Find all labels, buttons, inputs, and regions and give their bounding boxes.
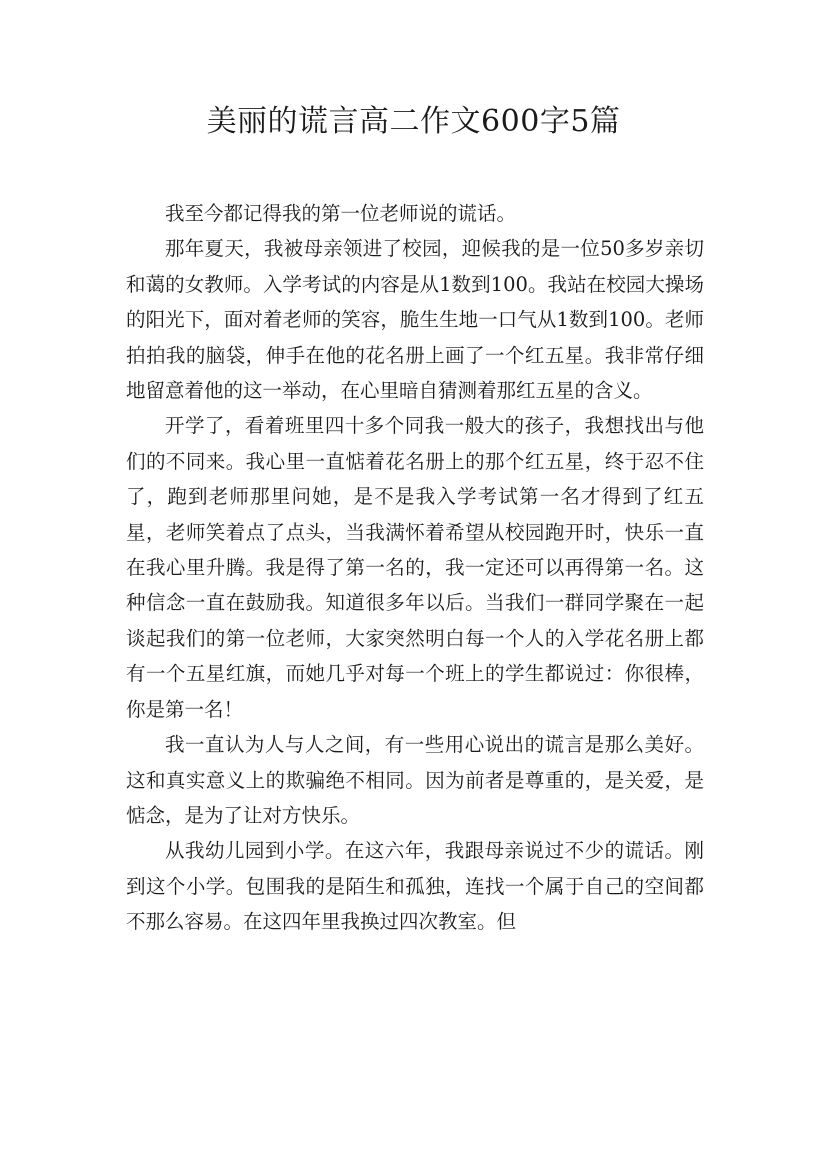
document-title: 美丽的谎言高二作文600字5篇 [206, 104, 621, 139]
paragraph: 那年夏天，我被母亲领进了校园，迎候我的是一位50多岁亲切和蔼的女教师。入学考试的内容是从1数到100。我站在校园大操场的阳光下，面对着老师的笑容，脆生生地一口气从1数到100。老师拍拍我的脑袋，伸手在他的花名册上画了一个红五星。我非常仔细地留意着他的这一举动，在心里暗自猜测着那红五星的含义。 [126, 237, 704, 403]
document-body [126, 196, 704, 940]
paragraph: 我至今都记得我的第一位老师说的谎话。 [165, 202, 517, 225]
paragraph: 开学了，看着班里四十多个同我一般大的孩子，我想找出与他们的不同来。我心里一直惦着花名册上的那个红五星，终于忍不住了，跑到老师那里问她，是不是我入学考试第一名才得到了红五星，老师笑着点了点头，当我满怀着希望从校园跑开时，快乐一直在我心里升腾。我是得了第一名的，我一定还可以再得第一名。这种信念一直在鼓励我。知道很多年以后。当我们一群同学聚在一起谈起我们的第一位老师，大家突然明白每一个人的入学花名册上都有一个五星红旗，而她几乎对每一个班上的学生都说过：你很棒，你是第一名！ [126, 414, 704, 721]
paragraph: 从我幼儿园到小学。在这六年，我跟母亲说过不少的谎话。刚到这个小学。包围我的是陌生和孤独，连找一个属于自己的空间都不那么容易。在这四年里我换过四次教室。但 [126, 839, 704, 934]
paragraph: 我一直认为人与人之间，有一些用心说出的谎言是那么美好。这和真实意义上的欺骗绝不相同。因为前者是尊重的，是关爱，是惦念，是为了让对方快乐。 [126, 733, 704, 827]
